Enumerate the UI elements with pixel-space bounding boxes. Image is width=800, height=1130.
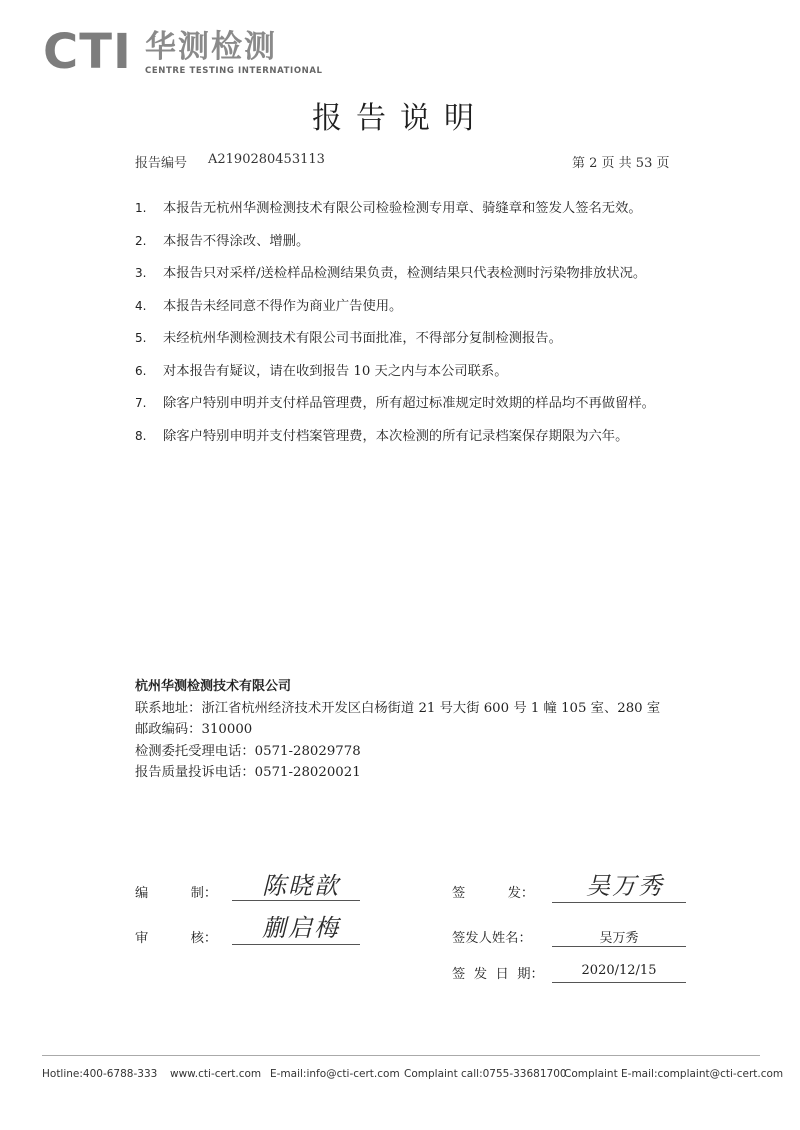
item-text: 本报告只对采样/送检样品检测结果负责，检测结果只代表检测时污染物排放状况。 — [163, 266, 647, 281]
footer-hotline: Hotline:400-6788-333 — [42, 1068, 158, 1080]
footer-divider — [42, 1055, 760, 1056]
footer-website: www.cti-cert.com — [170, 1068, 262, 1080]
report-number: A2190280453113 — [208, 152, 325, 167]
item-text: 本报告无杭州华测检测技术有限公司检验检测专用章、骑缝章和签发人签名无效。 — [163, 201, 642, 216]
compile-label: 编 制： — [135, 886, 218, 901]
page-title: 报告说明 — [312, 101, 488, 136]
issue-date-line — [552, 982, 686, 983]
review-signature: 蒯启梅 — [262, 914, 340, 942]
item-text: 本报告不得涂改、增删。 — [163, 233, 310, 249]
list-item — [135, 230, 655, 263]
review-signature-line — [232, 944, 360, 945]
report-number-label: 报告编号 — [135, 156, 188, 171]
logo-english-name: CENTRE TESTING INTERNATIONAL — [145, 66, 323, 76]
issuer-name-line — [552, 946, 686, 947]
list-item — [135, 392, 655, 425]
issue-signature: 吴万秀 — [586, 872, 664, 900]
item-number: 8. — [135, 428, 147, 443]
item-number: 4. — [135, 298, 147, 313]
item-text: 除客户特别申明并支付样品管理费，所有超过标准规定时效期的样品均不再做留样。 — [163, 396, 655, 411]
item-text: 本报告未经同意不得作为商业广告使用。 — [163, 298, 403, 314]
list-item — [135, 262, 655, 295]
issue-label: 签 发： — [452, 886, 535, 901]
footer-complaint-call: Complaint call:0755-33681700 — [404, 1068, 567, 1080]
page-info: 第 2 页 共 53 页 — [572, 156, 670, 171]
company-name: 杭州华测检测技术有限公司 — [135, 679, 292, 694]
company-postcode: 邮政编码：310000 — [135, 722, 253, 737]
item-text: 未经杭州华测检测技术有限公司书面批准，不得部分复制检测报告。 — [163, 331, 562, 346]
list-item — [135, 327, 655, 360]
item-number: 7. — [135, 396, 147, 410]
logo-chinese-name: 华测检测 — [145, 29, 277, 65]
compile-signature-line — [232, 900, 360, 901]
item-text: 对本报告有疑议，请在收到报告 10 天之内与本公司联系。 — [163, 363, 508, 379]
item-text: 除客户特别申明并支付档案管理费，本次检测的所有记录档案保存期限为六年。 — [163, 428, 629, 444]
footer-email: E-mail:info@cti-cert.com — [270, 1068, 400, 1080]
compile-signature: 陈晓歆 — [262, 872, 340, 900]
footer-complaint-email: Complaint E-mail:complaint@cti-cert.com — [564, 1068, 784, 1080]
list-item — [135, 295, 655, 328]
item-number: 6. — [135, 363, 147, 378]
company-entrust-phone: 检测委托受理电话：0571-28029778 — [135, 743, 361, 759]
item-number: 3. — [135, 266, 147, 280]
list-item — [135, 197, 655, 230]
company-complaint-phone: 报告质量投诉电话：0571-28020021 — [135, 765, 361, 780]
review-label: 审 核： — [135, 931, 218, 946]
item-number: 2. — [135, 233, 147, 248]
issuer-name: 吴万秀 — [599, 931, 639, 946]
logo-cti: CTI — [43, 24, 132, 80]
company-info — [135, 676, 660, 784]
item-number: 5. — [135, 331, 147, 345]
list-item — [135, 425, 655, 458]
issuer-name-label: 签发人姓名： — [452, 931, 532, 946]
statement-list — [135, 197, 655, 457]
list-item — [135, 360, 655, 393]
issue-signature-line — [552, 902, 686, 903]
company-address: 联系地址：浙江省杭州经济技术开发区白杨街道 21 号大街 600 号 1 幢 105 室、280 室 — [135, 700, 661, 716]
issue-date-label: 签 发 日 期： — [452, 967, 544, 982]
issue-date: 2020/12/15 — [581, 963, 657, 978]
item-number: 1. — [135, 201, 147, 215]
